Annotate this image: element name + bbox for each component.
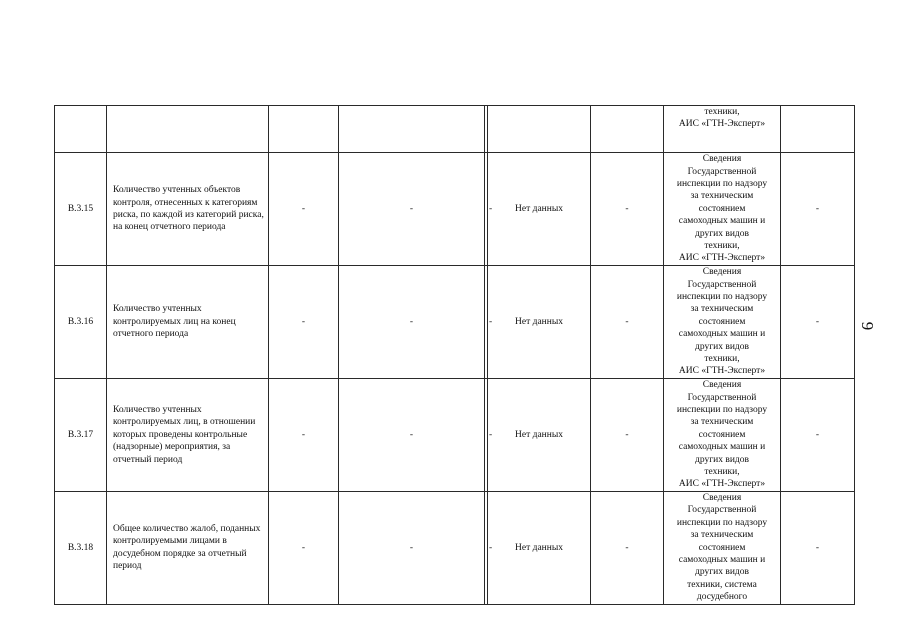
source-line: других видов bbox=[695, 567, 749, 578]
cell-col6: Нет данных bbox=[488, 153, 591, 266]
source-line: самоходных машин и bbox=[678, 555, 766, 566]
cell-col7: - bbox=[591, 266, 664, 379]
source-line: Государственной bbox=[687, 392, 757, 403]
source-line: техники, система bbox=[687, 579, 757, 590]
cell-col7 bbox=[591, 106, 664, 153]
source-line: Государственной bbox=[687, 505, 757, 516]
source-line: состоянием bbox=[698, 542, 746, 553]
cell-col3: - bbox=[269, 492, 339, 605]
cell-col4: - bbox=[339, 492, 485, 605]
source-line: за техническим bbox=[690, 191, 754, 202]
source-line: техники, bbox=[704, 241, 740, 252]
source-line: других видов bbox=[695, 228, 749, 239]
cell-col6 bbox=[488, 106, 591, 153]
source-line: АИС «ГТН-Эксперт» bbox=[678, 119, 766, 130]
page-number: 9 bbox=[858, 321, 877, 331]
cell-name: Общее количество жалоб, поданных контролируемыми лицами в досудебном порядке за отчетный период bbox=[107, 492, 269, 605]
source-line: инспекции по надзору bbox=[676, 291, 768, 302]
source-line: инспекции по надзору bbox=[676, 517, 768, 528]
source-line: Сведения bbox=[702, 267, 742, 278]
cell-col3: - bbox=[269, 266, 339, 379]
cell-name: Количество учтенных контролируемых лиц на конец отчетного периода bbox=[107, 266, 269, 379]
source-line: АИС «ГТН-Эксперт» bbox=[678, 479, 766, 490]
table-row-continued bbox=[55, 106, 855, 153]
source-line: за техническим bbox=[690, 417, 754, 428]
indicators-table bbox=[54, 105, 855, 605]
table-row bbox=[55, 266, 855, 379]
cell-col4: - bbox=[339, 266, 485, 379]
source-line: самоходных машин и bbox=[678, 329, 766, 340]
source-line: техники, bbox=[704, 467, 740, 478]
cell-code bbox=[55, 106, 107, 153]
cell-col9: - bbox=[781, 153, 855, 266]
source-line: инспекции по надзору bbox=[676, 404, 768, 415]
source-line: Сведения bbox=[702, 493, 742, 503]
cell-name: Количество учтенных контролируемых лиц, в отношении которых проведены контрольные (надзорные) мероприятия, за отчетный период bbox=[107, 379, 269, 492]
source-line: самоходных машин и bbox=[678, 442, 766, 453]
cell-code: В.3.17 bbox=[55, 379, 107, 492]
cell-col3 bbox=[269, 106, 339, 153]
source-line: за техническим bbox=[690, 304, 754, 315]
cell-col4 bbox=[339, 106, 485, 153]
cell-name bbox=[107, 106, 269, 153]
source-line: Сведения bbox=[702, 380, 742, 391]
cell-name: Количество учтенных объектов контроля, отнесенных к категориям риска, по каждой из категорий риска, на конец отчетного периода bbox=[107, 153, 269, 266]
cell-col6: Нет данных bbox=[488, 379, 591, 492]
source-line: состоянием bbox=[698, 429, 746, 440]
cell-col5: - bbox=[485, 379, 488, 492]
cell-col5: - bbox=[485, 492, 488, 605]
cell-col9: - bbox=[781, 492, 855, 605]
source-line: техники, bbox=[704, 354, 740, 365]
table-row bbox=[55, 379, 855, 492]
table-row bbox=[55, 492, 855, 605]
source-line: состоянием bbox=[698, 316, 746, 327]
cell-col5: - bbox=[485, 266, 488, 379]
cell-col7: - bbox=[591, 492, 664, 605]
cell-col5: - bbox=[485, 153, 488, 266]
source-line: техники, bbox=[704, 107, 740, 117]
source-line: АИС «ГТН-Эксперт» bbox=[678, 253, 766, 264]
source-line: АИС «ГТН-Эксперт» bbox=[678, 366, 766, 377]
source-line: других видов bbox=[695, 341, 749, 352]
cell-code: В.3.16 bbox=[55, 266, 107, 379]
cell-col9 bbox=[781, 106, 855, 153]
cell-col9: - bbox=[781, 266, 855, 379]
cell-col3: - bbox=[269, 153, 339, 266]
cell-col3: - bbox=[269, 379, 339, 492]
table-row bbox=[55, 153, 855, 266]
cell-source bbox=[664, 379, 781, 492]
cell-source bbox=[664, 266, 781, 379]
source-line: самоходных машин и bbox=[678, 216, 766, 227]
cell-code: В.3.18 bbox=[55, 492, 107, 605]
source-line: за техническим bbox=[690, 530, 754, 541]
cell-col6: Нет данных bbox=[488, 266, 591, 379]
cell-source bbox=[664, 492, 781, 605]
cell-col9: - bbox=[781, 379, 855, 492]
cell-source bbox=[664, 106, 781, 153]
cell-col4: - bbox=[339, 379, 485, 492]
cell-source bbox=[664, 153, 781, 266]
source-line: Сведения bbox=[702, 154, 742, 165]
source-line: Государственной bbox=[687, 166, 757, 177]
cell-code: В.3.15 bbox=[55, 153, 107, 266]
source-line: инспекции по надзору bbox=[676, 178, 768, 189]
source-line: Государственной bbox=[687, 279, 757, 290]
cell-col4: - bbox=[339, 153, 485, 266]
source-line: состоянием bbox=[698, 203, 746, 214]
cell-col7: - bbox=[591, 153, 664, 266]
cell-col6: Нет данных bbox=[488, 492, 591, 605]
source-line: досудебного bbox=[696, 592, 748, 603]
cell-col7: - bbox=[591, 379, 664, 492]
source-line: других видов bbox=[695, 454, 749, 465]
